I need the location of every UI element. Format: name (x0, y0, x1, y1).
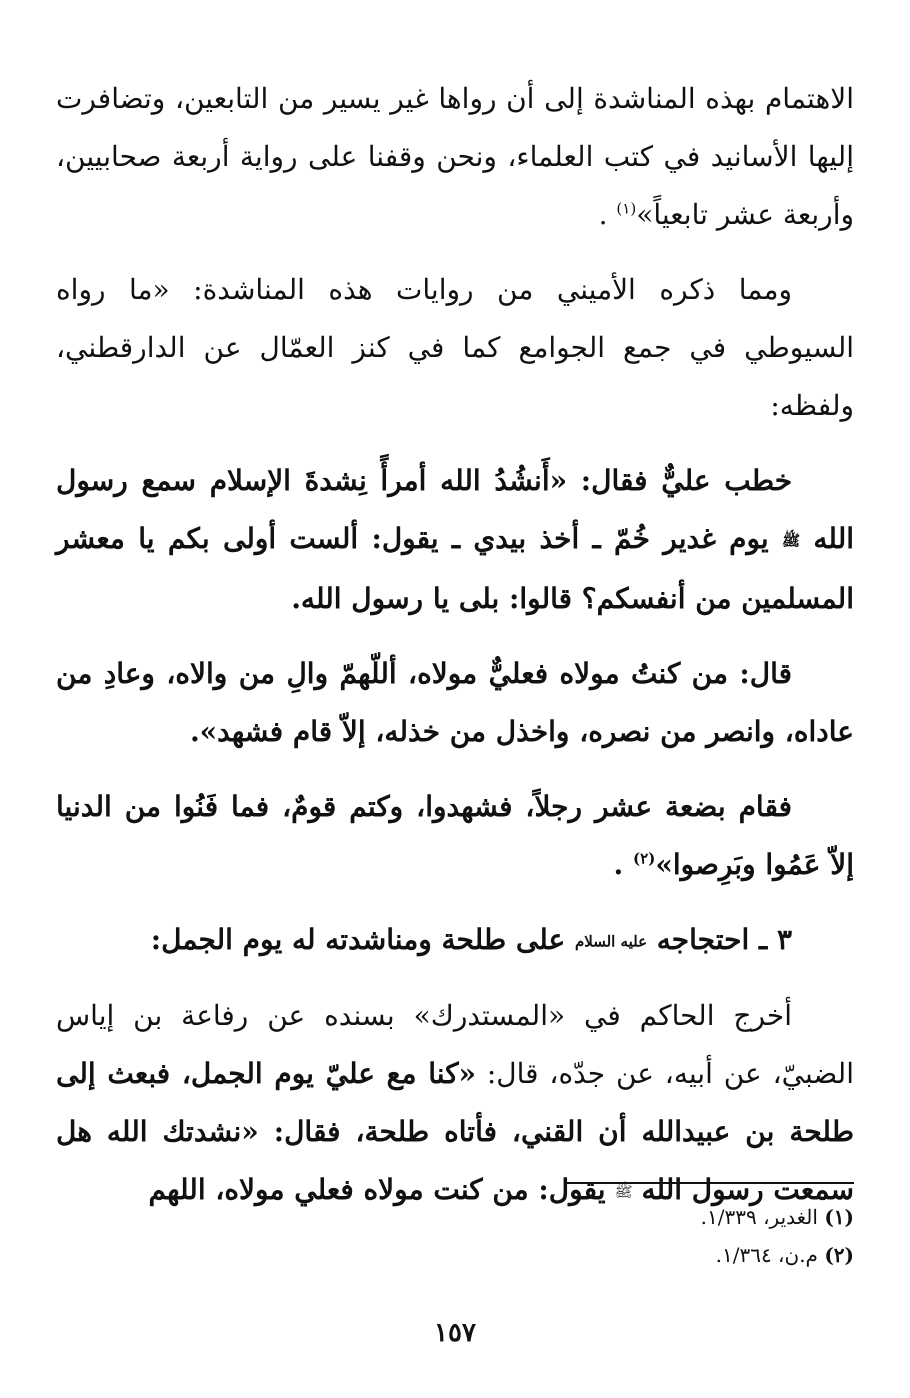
paragraph-2-text: ومما ذكره الأميني من روايات هذه المناشدة: «ما رواه السيوطي في جمع الجوامع كما في كنز العمّال عن الدارقطني، ولفظه: (56, 273, 854, 422)
footnote-2-text: م.ن، ١/٣٦٤. (715, 1243, 818, 1267)
footnote-1-text: الغدير، ١/٣٣٩. (700, 1205, 818, 1229)
paragraph-3-part2: يوم غدير خُمّ ـ أخذ بيدي ـ يقول: ألست أولى بكم يا معشر المسلمين من أنفسكم؟ قالوا: بلى يا رسول الله. (56, 522, 854, 615)
footnote-1 (354, 1198, 854, 1236)
section-heading-part2: على طلحة ومناشدته له يوم الجمل: (150, 922, 566, 956)
paragraph-2 (56, 261, 854, 435)
paragraph-6-bold-2: يقول: من كنت مولاه فعلي مولاه، اللهم (148, 1173, 606, 1206)
page-body (56, 70, 854, 1238)
paragraph-1-text: الاهتمام بهذه المناشدة إلى أن رواها غير يسير من التابعين، وتضافرت إليها الأسانيد في كتب العلماء، ونحن وقفنا على رواية أربعة صحابيين، وأربعة عشر تابعياً» (56, 82, 854, 231)
footnote-separator (564, 1182, 854, 1184)
footnote-2 (354, 1236, 854, 1274)
paragraph-1-end: . (598, 198, 617, 231)
paragraph-4-text: قال: من كنتُ مولاه فعليٌّ مولاه، أللّهمّ والِ من والاه، وعادِ من عاداه، وانصر من نصره، واخذل من خذله، إلاّ قام فشهد». (56, 656, 854, 748)
paragraph-4-quote (56, 645, 854, 761)
paragraph-5-end: . (613, 847, 634, 881)
footnote-ref-1[interactable]: (١) (616, 199, 637, 218)
footnote-ref-2[interactable]: (٢) (633, 849, 656, 868)
footnotes (354, 1198, 854, 1274)
footnote-1-number: (١) (824, 1205, 854, 1229)
page-number: ١٥٧ (434, 1318, 476, 1348)
paragraph-3-part1: خطب عليٌّ فقال: «أَنشُدُ الله أمرأً نِشدةَ الإسلام سمع رسول الله (56, 464, 854, 555)
paragraph-5-text: فقام بضعة عشر رجلاً، فشهدوا، وكتم قومٌ، فما فَنُوا من الدنيا إلاّ عَمُوا وبَرِصوا» (56, 789, 854, 881)
paragraph-6-bold-1: «كنا مع عليّ يوم الجمل، فبعث إلى طلحة بن عبيدالله أن القني، فأتاه طلحة، فقال: «نشدتك الله هل سمعت رسول الله (56, 1057, 854, 1206)
section-heading-part1: ٣ ـ احتجاجه (656, 922, 792, 956)
paragraph-3-quote (56, 452, 854, 628)
section-heading (56, 911, 854, 971)
paragraph-1 (56, 70, 854, 244)
honorific-salawat-1: ﷺ (782, 531, 801, 550)
footnote-2-number: (٢) (824, 1243, 854, 1267)
paragraph-5-quote (56, 778, 854, 894)
honorific-salawat-2: ﷺ (614, 1182, 633, 1201)
paragraph-6 (56, 987, 854, 1221)
paragraph-6-plain: أخرج الحاكم في «المستدرك» بسنده عن رفاعة بن إياس الضبيّ، عن أبيه، عن جدّه، قال: (56, 999, 854, 1090)
honorific-alayhi-salam: عليه السلام (574, 932, 648, 950)
